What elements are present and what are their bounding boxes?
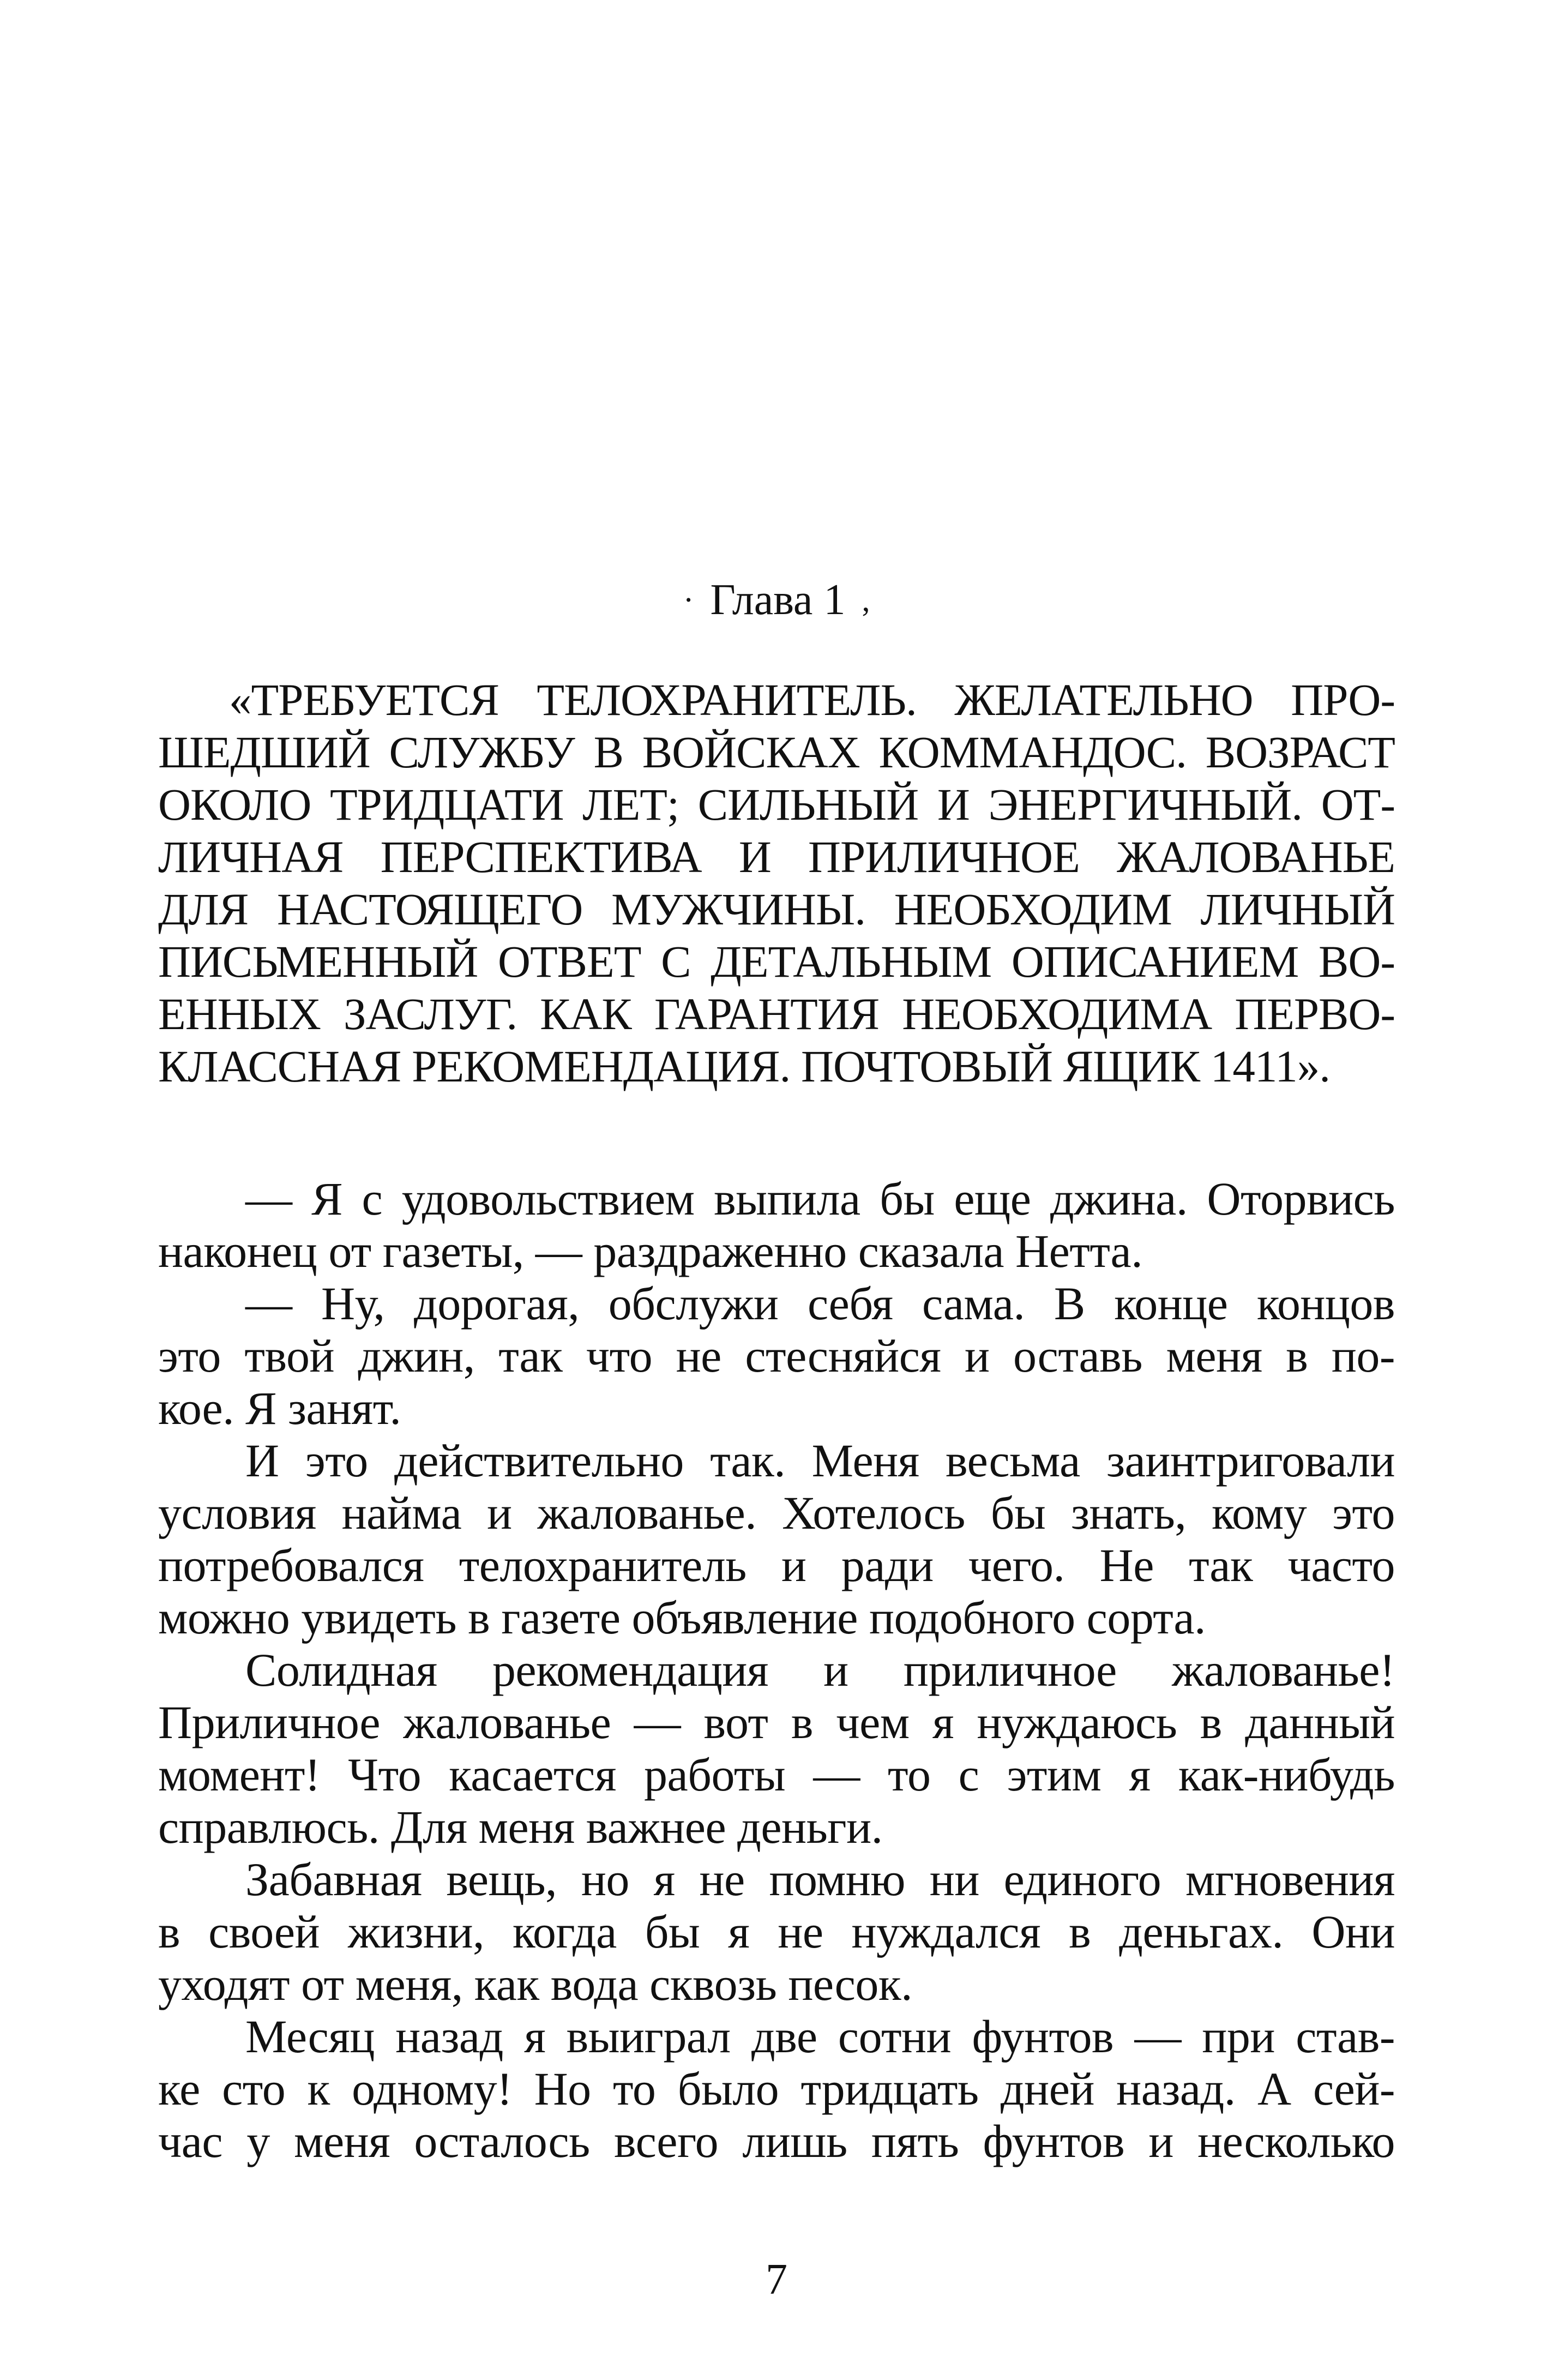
text-line: Забавная вещь, но я не помню ни единого мгновения	[245, 1853, 1395, 1906]
text-line: — Ну, дорогая, обслужи себя сама. В конце концов	[245, 1277, 1395, 1330]
text-line: час у меня осталось всего лишь пять фунтов и несколько	[158, 2115, 1395, 2167]
text-line: в своей жизни, когда бы я не нуждался в деньгах. Они	[158, 1906, 1395, 1958]
chapter-title: Глава 1	[710, 576, 846, 624]
page-number: 7	[766, 2256, 787, 2304]
ad-line: ШЕДШИЙ СЛУЖБУ В ВОЙСКАХ КОММАНДОС. ВОЗРАСТ	[158, 727, 1395, 777]
text-line: условия найма и жалованье. Хотелось бы знать, кому это	[158, 1487, 1395, 1539]
text-line: Месяц назад я выиграл две сотни фунтов — при став-	[245, 2010, 1395, 2063]
text-line: можно увидеть в газете объявление подобного сорта.	[158, 1591, 1206, 1644]
ad-line: ДЛЯ НАСТОЯЩЕГО МУЖЧИНЫ. НЕОБХОДИМ ЛИЧНЫЙ	[158, 884, 1395, 934]
paragraph	[158, 2010, 1395, 2167]
text-line: уходят от меня, как вода сквозь песок.	[158, 1958, 913, 2010]
text-line: наконец от газеты, — раздраженно сказала Нетта.	[158, 1225, 1143, 1277]
book-page	[158, 0, 1395, 2380]
text-line: кое. Я занят.	[158, 1382, 401, 1434]
text-line: момент! Что касается работы — то с этим я как-нибудь	[158, 1748, 1395, 1801]
text-line: потребовался телохранитель и ради чего. Не так часто	[158, 1539, 1395, 1591]
paragraph	[158, 1853, 1395, 2010]
text-line: это твой джин, так что не стесняйся и оставь меня в по-	[158, 1330, 1395, 1382]
chapter-mark-right: ,	[862, 582, 870, 618]
text-line: И это действительно так. Меня весьма заинтриговали	[245, 1434, 1395, 1487]
paragraph	[158, 1644, 1395, 1853]
ad-line: ПИСЬМЕННЫЙ ОТВЕТ С ДЕТАЛЬНЫМ ОПИСАНИЕМ ВО-	[158, 936, 1395, 987]
chapter-heading	[158, 567, 1395, 633]
text-line: Приличное жалованье — вот в чем я нуждаюсь в данный	[158, 1696, 1395, 1748]
paragraph	[158, 1434, 1395, 1644]
text-line: Солидная рекомендация и приличное жалованье!	[245, 1644, 1395, 1696]
ad-line: «ТРЕБУЕТСЯ ТЕЛОХРАНИТЕЛЬ. ЖЕЛАТЕЛЬНО ПРО-	[229, 675, 1395, 725]
ad-line: ОКОЛО ТРИДЦАТИ ЛЕТ; СИЛЬНЫЙ И ЭНЕРГИЧНЫЙ. ОТ-	[158, 779, 1395, 830]
ad-line: ЛИЧНАЯ ПЕРСПЕКТИВА И ПРИЛИЧНОЕ ЖАЛОВАНЬЕ	[158, 832, 1395, 882]
paragraph	[158, 1173, 1395, 1277]
newspaper-advertisement	[158, 674, 1395, 1092]
chapter-text	[158, 1173, 1395, 2167]
chapter-mark-left: ·	[683, 582, 694, 618]
paragraph	[158, 1277, 1395, 1434]
ad-line: ЕННЫХ ЗАСЛУГ. КАК ГАРАНТИЯ НЕОБХОДИМА ПЕРВО-	[158, 989, 1395, 1039]
text-line: справлюсь. Для меня важнее деньги.	[158, 1801, 883, 1853]
ad-line: КЛАССНАЯ РЕКОМЕНДАЦИЯ. ПОЧТОВЫЙ ЯЩИК 1411».	[158, 1041, 1331, 1091]
text-line: — Я с удовольствием выпила бы еще джина. Оторвись	[245, 1173, 1395, 1225]
text-line: ке сто к одному! Но то было тридцать дней назад. А сей-	[158, 2063, 1395, 2115]
